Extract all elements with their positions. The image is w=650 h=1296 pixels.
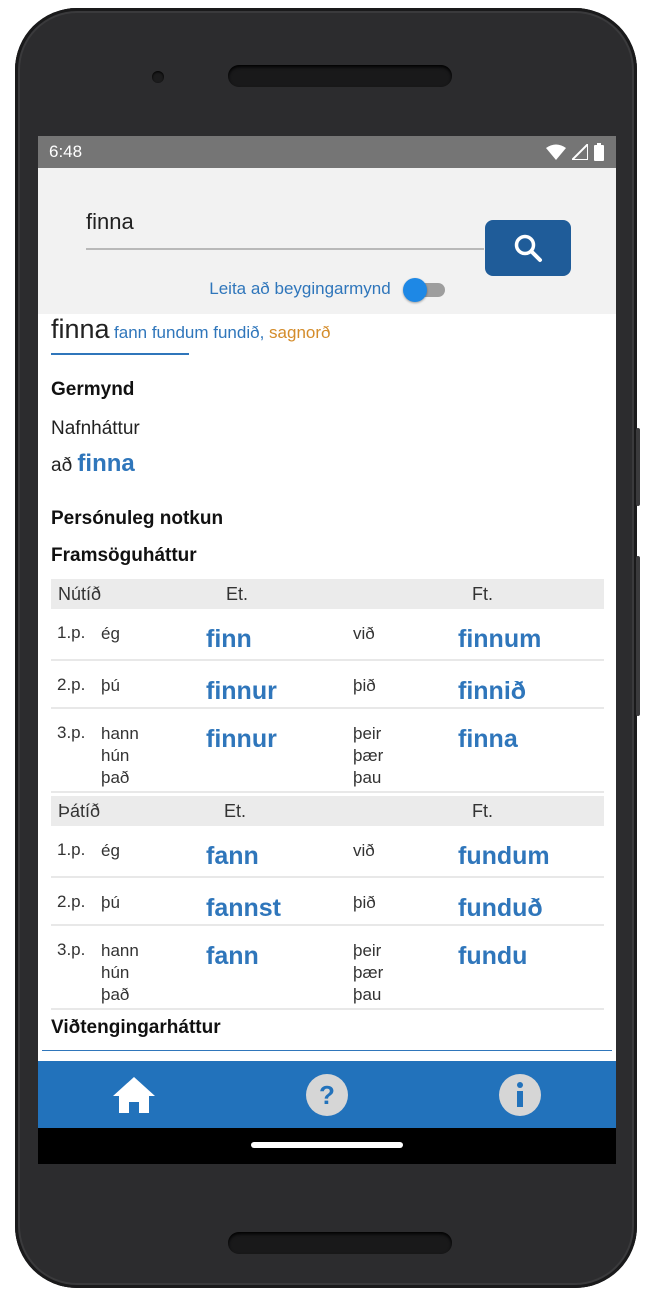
front-camera <box>152 71 164 83</box>
past-table-header <box>51 796 604 826</box>
infinitive-label: Nafnháttur <box>51 418 140 439</box>
top-speaker <box>228 65 452 87</box>
headword-row <box>51 314 330 345</box>
home-icon <box>111 1075 157 1115</box>
singular-label: Et. <box>224 801 247 821</box>
separator: , <box>259 323 270 342</box>
signal-icon <box>572 144 588 160</box>
headword-underline <box>51 353 189 355</box>
system-navigation-bar <box>38 1128 616 1164</box>
person-label: 3.p. <box>57 723 86 742</box>
person-label: 1.p. <box>57 840 86 859</box>
singular-form: fannst <box>206 894 281 922</box>
singular-form: fann <box>206 942 259 970</box>
search-icon <box>513 233 543 263</box>
plural-pronoun: þeir þær þau <box>353 941 384 1004</box>
present-table-header <box>51 579 604 609</box>
battery-icon <box>594 143 604 161</box>
volume-button <box>636 428 640 506</box>
plural-pronoun: við <box>353 841 375 860</box>
content-divider <box>42 1050 612 1051</box>
infinitive-particle: að <box>51 455 73 476</box>
singular-pronoun: hann hún það <box>101 724 139 787</box>
singular-pronoun: ég <box>101 841 120 860</box>
bottom-navigation <box>38 1061 616 1128</box>
plural-pronoun: við <box>353 624 375 643</box>
singular-pronoun: ég <box>101 624 120 643</box>
person-label: 2.p. <box>57 892 86 911</box>
plural-form: finna <box>458 725 518 753</box>
status-time: 6:48 <box>49 142 83 161</box>
nav-help[interactable] <box>297 1070 357 1120</box>
singular-form: fann <box>206 842 259 870</box>
status-bar <box>38 136 616 168</box>
principal-parts: fann fundum fundið <box>114 323 260 342</box>
table-row <box>51 926 604 1010</box>
indicative-heading: Framsöguháttur <box>51 545 197 566</box>
singular-pronoun: þú <box>101 893 120 912</box>
svg-text:?: ? <box>319 1079 335 1110</box>
help-icon <box>305 1073 349 1117</box>
entry-content <box>38 314 616 1060</box>
person-label: 3.p. <box>57 940 86 959</box>
plural-form: fundu <box>458 942 528 970</box>
home-gesture-pill[interactable] <box>251 1142 403 1148</box>
singular-form: finnur <box>206 725 277 753</box>
inflection-search-toggle-row <box>38 278 616 300</box>
plural-form: finnið <box>458 677 527 705</box>
tense-label: Þátíð <box>58 801 101 821</box>
plural-label: Ft. <box>472 584 493 604</box>
power-button <box>636 556 640 716</box>
table-row <box>51 878 604 926</box>
search-area <box>38 168 616 314</box>
nav-info[interactable] <box>490 1070 550 1120</box>
plural-label: Ft. <box>472 801 493 821</box>
personal-heading: Persónuleg notkun <box>51 508 224 529</box>
headword: finna <box>51 314 110 344</box>
singular-form: finn <box>206 625 252 653</box>
search-button[interactable] <box>485 220 571 276</box>
singular-label: Et. <box>226 584 249 604</box>
person-label: 1.p. <box>57 623 86 642</box>
plural-form: funduð <box>458 894 543 922</box>
table-row <box>51 826 604 878</box>
word-class: sagnorð <box>269 323 331 342</box>
plural-form: finnum <box>458 625 542 653</box>
inflection-search-toggle[interactable] <box>403 278 445 300</box>
plural-pronoun: þið <box>353 893 376 912</box>
infinitive-form: finna <box>77 450 135 477</box>
plural-pronoun: þeir þær þau <box>353 724 384 787</box>
toggle-label: Leita að beygingarmynd <box>209 279 391 298</box>
voice-heading: Germynd <box>51 379 135 400</box>
infinitive-row <box>51 450 135 478</box>
search-input[interactable] <box>86 196 484 250</box>
singular-form: finnur <box>206 677 277 705</box>
info-icon <box>498 1073 542 1117</box>
person-label: 2.p. <box>57 675 86 694</box>
plural-form: fundum <box>458 842 550 870</box>
table-row <box>51 709 604 793</box>
tense-label: Nútíð <box>58 584 102 604</box>
nav-home[interactable] <box>104 1070 164 1120</box>
table-row <box>51 609 604 661</box>
plural-pronoun: þið <box>353 676 376 695</box>
singular-pronoun: hann hún það <box>101 941 139 1004</box>
subjunctive-heading: Viðtengingarháttur <box>51 1017 221 1038</box>
table-row <box>51 661 604 709</box>
app-screen <box>38 136 616 1164</box>
bottom-speaker <box>228 1232 452 1254</box>
wifi-icon <box>546 144 566 160</box>
singular-pronoun: þú <box>101 676 120 695</box>
